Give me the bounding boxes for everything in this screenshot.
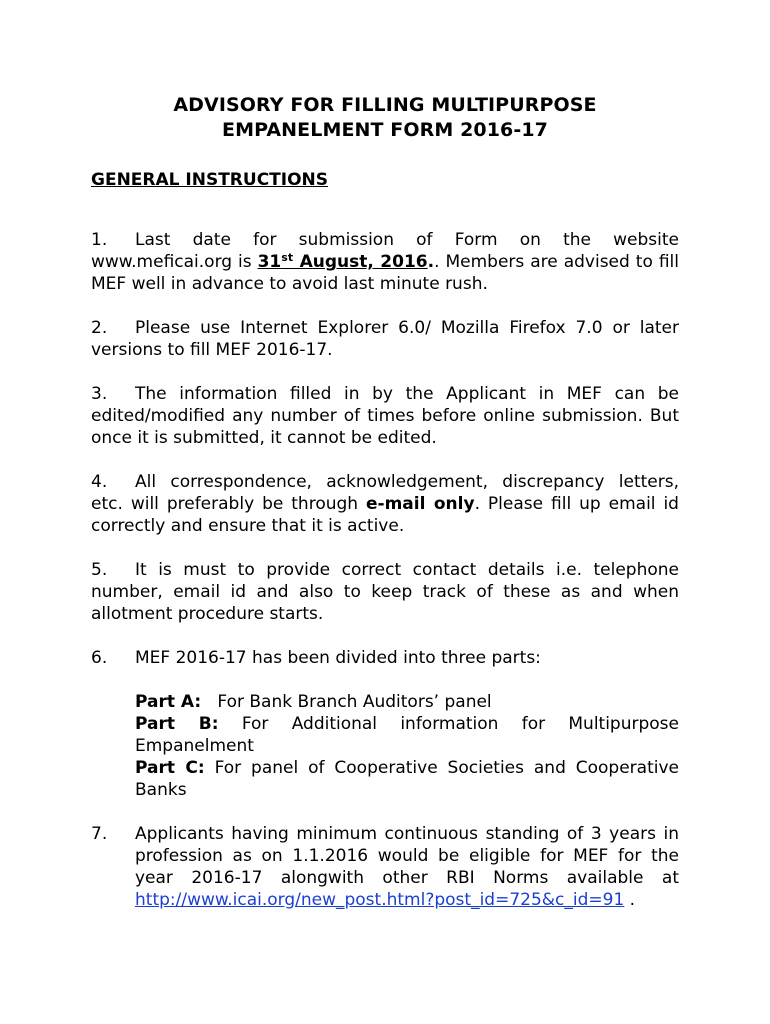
document-page <box>91 0 679 1024</box>
deadline-date <box>258 252 428 272</box>
instruction-item-7 <box>91 823 679 911</box>
deadline-day: 31 <box>257 252 282 272</box>
item-5-text: It is must to provide correct contact details i.e. telephone number, email id and also to keep track of these as and when allotment procedure starts. <box>91 560 679 624</box>
part-a <box>135 691 679 713</box>
item-4-text-b: . Please fill up email id correctly and ensure that it is active. <box>91 494 679 536</box>
item-7-tail: . <box>624 890 636 910</box>
item-4-text-a: All correspondence, acknowledgement, discrepancy letters, etc. will preferably be through <box>91 472 679 514</box>
document-title-line-1: ADVISORY FOR FILLING MULTIPURPOSE <box>173 94 597 116</box>
part-b-label: Part B: <box>135 714 219 734</box>
item-number: 4. <box>91 472 108 492</box>
deadline-period: . <box>427 252 435 272</box>
rbi-norms-link[interactable]: http://www.icai.org/new_post.html?post_id=725&c_id=91 <box>135 890 625 910</box>
part-a-text: For Bank Branch Auditors’ panel <box>217 692 492 712</box>
form-parts-list <box>135 691 679 801</box>
part-c <box>135 757 679 801</box>
item-number: 6. <box>91 648 108 668</box>
part-a-label: Part A: <box>135 692 202 712</box>
item-3-text: The information filled in by the Applicant in MEF can be edited/modified any number of times before online submission. But once it is submitted, it cannot be edited. <box>91 384 679 448</box>
instruction-item-1 <box>91 229 679 295</box>
item-number: 1. <box>91 230 108 250</box>
item-2-text: Please use Internet Explorer 6.0/ Mozilla Firefox 7.0 or later versions to fill MEF 2016-17. <box>91 318 679 360</box>
deadline-suffix: st <box>281 251 294 264</box>
email-only-emphasis: e-mail only <box>366 494 475 514</box>
instruction-item-3 <box>91 383 679 449</box>
section-heading: GENERAL INSTRUCTIONS <box>91 170 329 190</box>
item-7-text-body: Applicants having minimum continuous standing of 3 years in profession as on 1.1.2016 would be eligible for MEF for the year 2016-17 alongwith other RBI Norms available at <box>135 824 679 888</box>
item-number: 5. <box>91 560 108 580</box>
item-7-text <box>135 823 679 911</box>
item-number: 2. <box>91 318 108 338</box>
instruction-item-5 <box>91 559 679 625</box>
part-b-text: For Additional information for Multipurpose Empanelment <box>135 714 679 756</box>
item-number: 7. <box>91 824 108 844</box>
item-1-text-a: Last date for submission of Form on the website www.meficai.org is <box>91 230 679 272</box>
item-number: 3. <box>91 384 108 404</box>
item-6-text: MEF 2016-17 has been divided into three parts: <box>135 648 541 668</box>
part-c-label: Part C: <box>135 758 205 778</box>
deadline-month-year: August, 2016 <box>293 252 428 272</box>
instruction-item-4 <box>91 471 679 537</box>
part-c-text: For panel of Cooperative Societies and Cooperative Banks <box>135 758 679 800</box>
instruction-item-2 <box>91 317 679 361</box>
document-title-line-2: EMPANELMENT FORM 2016-17 <box>221 119 548 141</box>
part-b <box>135 713 679 757</box>
item-1-text-b: . Members are advised to fill MEF well in advance to avoid last minute rush. <box>91 252 679 294</box>
instruction-item-6 <box>91 647 679 669</box>
